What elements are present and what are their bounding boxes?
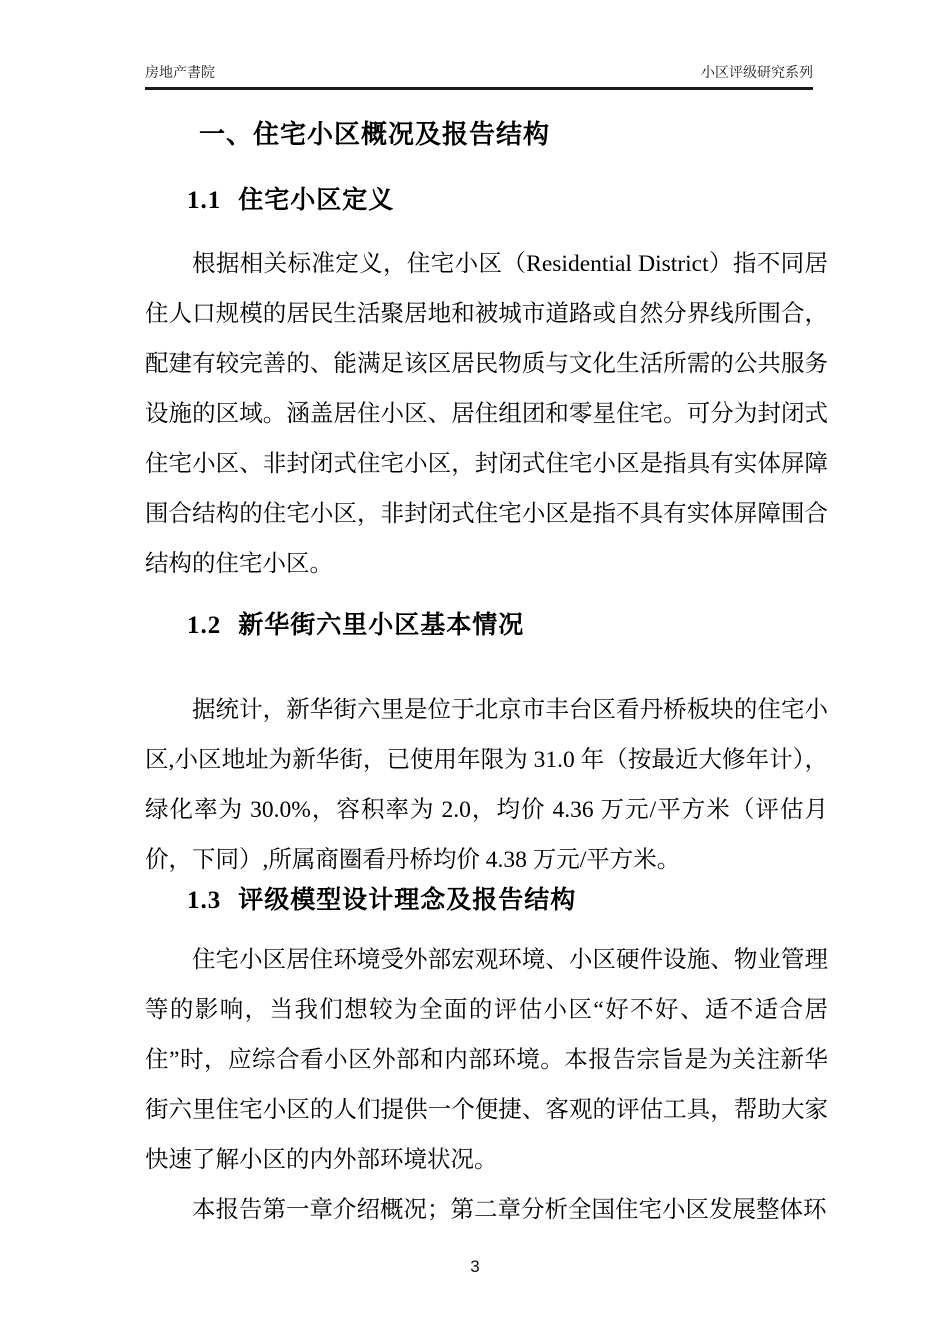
page-number: 3 — [470, 1257, 480, 1276]
header-left-text: 房地产書院 — [145, 64, 215, 80]
section-heading-1-2 — [187, 611, 524, 641]
heading-number: 1.2 — [187, 612, 222, 639]
heading-text: 评级模型设计理念及报告结构 — [238, 887, 577, 914]
section-heading-1-3 — [187, 886, 576, 916]
heading-text: 住宅小区定义 — [238, 187, 395, 214]
header-right-text: 小区评级研究系列 — [701, 64, 813, 80]
chapter-title: 一、住宅小区概况及报告结构 — [199, 120, 551, 149]
paragraph-definition: 根据相关标准定义，住宅小区（Residential District）指不同居住人口规模的居民生活聚居地和被城市道路或自然分界线所围合，配建有较完善的、能满足该区居民物质与文化生活所需的公共服务设施的区域。涵盖居住小区、居住组团和零星住宅。可分为封闭式住宅小区、非封闭式住宅小区，封闭式住宅小区是指具有实体屏障围合结构的住宅小区，非封闭式住宅小区是指不具有实体屏障围合结构的住宅小区。 — [145, 251, 828, 577]
paragraph-report-structure: 本报告第一章介绍概况；第二章分析全国住宅小区发展整体环 — [192, 1197, 827, 1223]
paragraph-basic-info: 据统计，新华街六里是位于北京市丰台区看丹桥板块的住宅小区,小区地址为新华街，已使用年限为 31.0 年（按最近大修年计），绿化率为 30.0%，容积率为 2.0，均价 4.36 万元/平方米（评估月价，下同）,所属商圈看丹桥均价 4.38 万元/平方米。 — [145, 697, 828, 873]
heading-number: 1.3 — [187, 887, 222, 914]
page-header — [145, 64, 813, 90]
heading-text: 新华街六里小区基本情况 — [238, 612, 525, 639]
heading-number: 1.1 — [187, 187, 222, 214]
paragraph-rating-concept: 住宅小区居住环境受外部宏观环境、小区硬件设施、物业管理等的影响，当我们想较为全面的评估小区“好不好、适不适合居住”时，应综合看小区外部和内部环境。本报告宗旨是为关注新华街六里住宅小区的人们提供一个便捷、客观的评估工具，帮助大家快速了解小区的内外部环境状况。 — [145, 947, 828, 1173]
section-heading-1-1 — [187, 186, 394, 216]
